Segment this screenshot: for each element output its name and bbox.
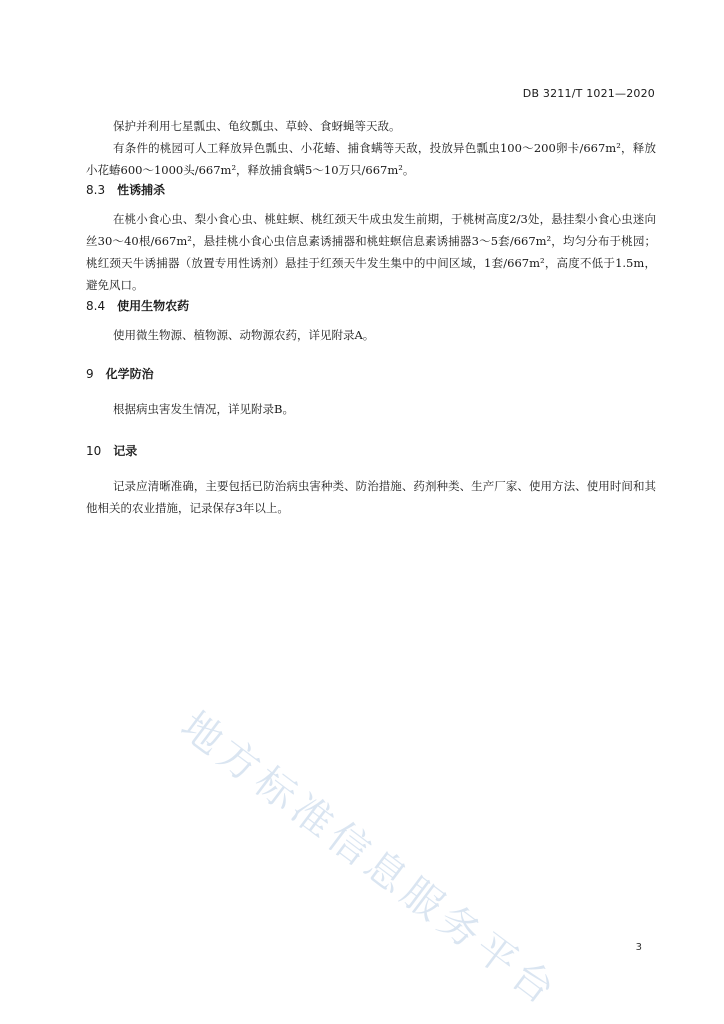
section-heading-8-3 — [86, 181, 165, 198]
section-number: 8.3 — [86, 183, 106, 197]
section-heading-9 — [86, 365, 154, 382]
document-code: DB 3211/T 1021—2020 — [522, 87, 655, 100]
paragraph-natural-enemies-release: 有条件的桃园可人工释放异色瓢虫、小花蝽、捕食螨等天敌，投放异色瓢虫100～200卵卡/667m²，释放小花蝽600～1000头/667m²，释放捕食螨5～10万只/667m²。 — [86, 141, 656, 177]
paragraph-chemical-control: 根据病虫害发生情况，详见附录B。 — [113, 402, 294, 416]
page-number: 3 — [635, 942, 642, 953]
section-title: 性诱捕杀 — [117, 183, 166, 197]
section-heading-8-4 — [86, 297, 189, 314]
section-heading-10 — [86, 442, 137, 459]
section-title: 化学防治 — [105, 367, 154, 381]
section-number: 8.4 — [86, 299, 106, 313]
paragraph-records: 记录应清晰准确，主要包括已防治病虫害种类、防治措施、药剂种类、生产厂家、使用方法、使用时间和其他相关的农业措施，记录保存3年以上。 — [86, 479, 656, 515]
paragraph-sex-attractant: 在桃小食心虫、梨小食心虫、桃蛀螟、桃红颈天牛成虫发生前期，于桃树高度2/3处，悬挂梨小食心虫迷向丝30～40根/667m²，悬挂桃小食心虫信息素诱捕器和桃蛀螟信息素诱捕器3～5套/667m²，均匀分布于桃园；桃红颈天牛诱捕器（放置专用性诱剂）悬挂于红颈天牛发生集中的中间区域，1套/667m²，高度不低于1.5m，避免风口。 — [86, 212, 656, 292]
paragraph-bio-pesticides: 使用微生物源、植物源、动物源农药，详见附录A。 — [113, 328, 375, 342]
section-title: 使用生物农药 — [117, 299, 190, 313]
paragraph-natural-enemies-protect: 保护并利用七星瓢虫、龟纹瓢虫、草蛉、食蚜蝇等天敌。 — [113, 119, 401, 133]
section-number: 9 — [86, 367, 94, 381]
section-title: 记录 — [113, 444, 138, 458]
watermark: 地方标准信息服务平台 — [172, 702, 568, 1017]
section-number: 10 — [86, 444, 102, 458]
